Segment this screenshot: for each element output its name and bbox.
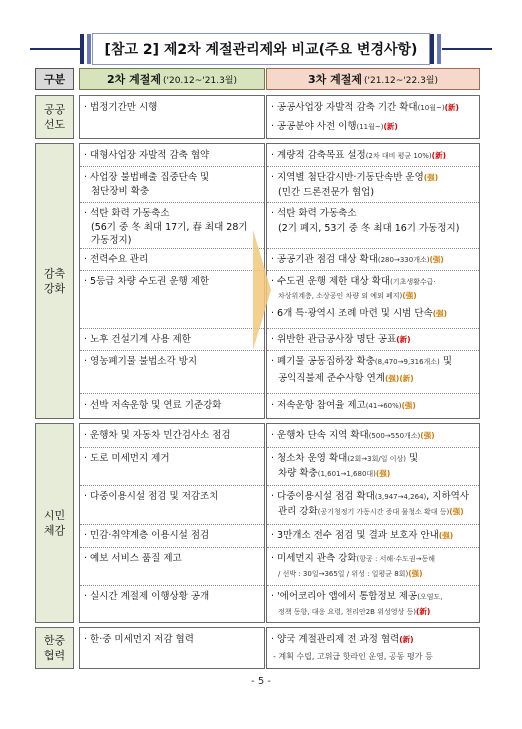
citizen-right-1: · 운행차 단속 지역 확대(500→550개소)(强) [271,430,435,441]
citizen-left-cell [79,423,265,623]
korea-china-right-cell [266,627,480,669]
reduction-left-4: · 전력수요 관리 [84,254,149,265]
citizen-right-2b: 차량 확충(1,601→1,680대)(强) [278,468,391,479]
citizen-right-2: · 청소차 운영 확대(2회→3회/일 이상) 및 [271,453,419,464]
reduction-right-2-sub: (민간 드론전문가 협업) [278,187,375,198]
header-col3 [266,68,480,90]
page-number: - 5 - [251,676,271,687]
reduction-right-5: · 수도권 운행 제한 대상 확대(기초생활수급· [271,276,436,287]
public-right-item-1: · 공공사업장 자발적 감축 기간 확대(10월~)(新) [271,102,459,113]
section-label-korea-china [35,627,74,669]
reduction-right-7b: 공익직불제 준수사항 연계(强)(新) [278,373,414,384]
korea-china-right-1: · 양국 계절관리제 전 과정 협력(新) [271,634,414,645]
reduction-left-6: · 노후 건설기계 사용 제한 [84,334,191,345]
reduction-right-2: · 지역별 첨단감시반·기동단속반 운영(强) [271,172,439,183]
page-title: [참고 2] 제2차 계절관리제와 비교(주요 변경사항) [92,33,430,65]
reduction-right-5b: 차상위계층, 소상공인 차량 외 예외 폐지)(强) [278,291,417,300]
section-public-label: 공공 선도 [43,103,66,131]
reduction-right-1: · 계량적 감축목표 설정(2차 대비 평균 10%)(新) [271,150,447,161]
citizen-right-6b: 정책 동향, 대응 요령, 천리안2B 위성영상 등)(新) [278,607,431,616]
header-col2-label: 2차 계절제 [106,73,161,86]
arrow-decoration [251,220,273,360]
reduction-left-2: · 사업장 불법배출 집중단속 및 [84,172,210,183]
reduction-left-3-sub: (56기 중 冬 최대 17기, 春 최대 28기 가동정지) [91,222,248,246]
title-bars-right [430,34,442,64]
title-rule-left [30,48,80,50]
section-label-public [35,95,74,139]
korea-china-right-2: - 계획 수립, 고위급 핫라인 운영, 공동 평가 등 [273,652,433,661]
reduction-right-3: · 석탄 화력 가동축소 [271,208,357,219]
citizen-right-6: · '에어코리아 앱에서 통합정보 제공(오염도, [271,591,443,602]
citizen-right-4: · 3만개소 전수 점검 및 결과 보호자 안내(强) [271,530,454,541]
reduction-left-1: · 대형사업장 자발적 감축 협약 [84,150,210,161]
citizen-right-cell [266,423,480,623]
public-right-cell [266,95,480,139]
citizen-right-3b: 관리 강화(공기청정기 가동시간 증대 물청소 확대 등)(强) [278,506,464,517]
title-banner [30,28,492,70]
title-rule-right [442,48,492,50]
header-col2-period: ('20.12~'21.3월) [162,75,237,86]
citizen-left-2: · 도로 미세먼지 제거 [84,453,170,464]
citizen-left-6: · 실시간 계절제 이행상황 공개 [84,591,210,602]
korea-china-left: · 한·중 미세먼지 저감 협력 [84,634,194,645]
title-bars-left [80,34,92,64]
citizen-left-5: · 예보 서비스 품질 제고 [84,553,182,564]
reduction-left-8: · 선박 저속운항 및 연료 기준강화 [84,400,222,411]
citizen-right-5: · 미세먼지 관측 강화(항공 : 서해·수도권→동해 [271,553,435,564]
header-col3-period: ('21.12~'22.3월) [363,75,438,86]
citizen-left-4: · 민감·취약계층 이용시설 점검 [84,530,210,541]
reduction-left-cell [79,143,265,419]
citizen-right-5b: / 선박 : 30일→365일 / 위성 : 일평균 8회)(强) [278,569,423,578]
header-col2 [79,68,265,90]
public-right-item-2: · 공공분야 사전 이행(11월~)(新) [271,121,398,132]
citizen-left-1: · 운행차 및 자동차 민간검사소 점검 [84,430,231,441]
reduction-right-3-sub: (2기 폐지, 53기 중 冬 최대 16기 가동정지) [278,223,460,234]
section-label-citizen [35,423,74,623]
reduction-left-2b: 첨단장비 확충 [91,186,150,197]
reduction-right-6: · 위반한 관급공사장 명단 공표(新) [271,334,411,345]
citizen-left-3: · 다중이용시설 점검 및 저감조치 [84,491,219,502]
public-left-item: · 법정기간만 시행 [84,102,158,113]
header-col3-label: 3차 계절제 [307,73,362,86]
reduction-right-7: · 폐기물 공동집하장 확충(8,470→9,316개소) 및 [271,356,452,367]
section-label-reduction [35,143,74,419]
section-citizen-label: 시민 체감 [43,509,66,537]
korea-china-left-cell [79,627,265,669]
reduction-left-3: · 석탄 화력 가동축소 [84,208,170,219]
header-gubun: 구분 [35,68,74,90]
citizen-right-3: · 다중이용시설 점검 확대(3,947→4,264), 지하역사 [271,491,470,502]
reduction-right-5c: · 6개 특·광역시 조례 마련 및 시범 단속(强) [271,308,448,319]
reduction-right-cell [266,143,480,419]
section-reduction-label: 감축 강화 [43,267,66,295]
reduction-left-5: · 5등급 차량 수도권 운행 제한 [84,276,210,287]
reduction-left-7: · 영농폐기물 불법소각 방지 [84,356,198,367]
section-korea-china-label: 한중 협력 [43,634,66,662]
public-left-cell [79,95,265,139]
reduction-right-4: · 공공기관 점검 대상 확대(280→330개소)(强) [271,254,444,265]
reduction-right-8: · 저속운항 참여율 제고(41→60%)(强) [271,400,416,411]
